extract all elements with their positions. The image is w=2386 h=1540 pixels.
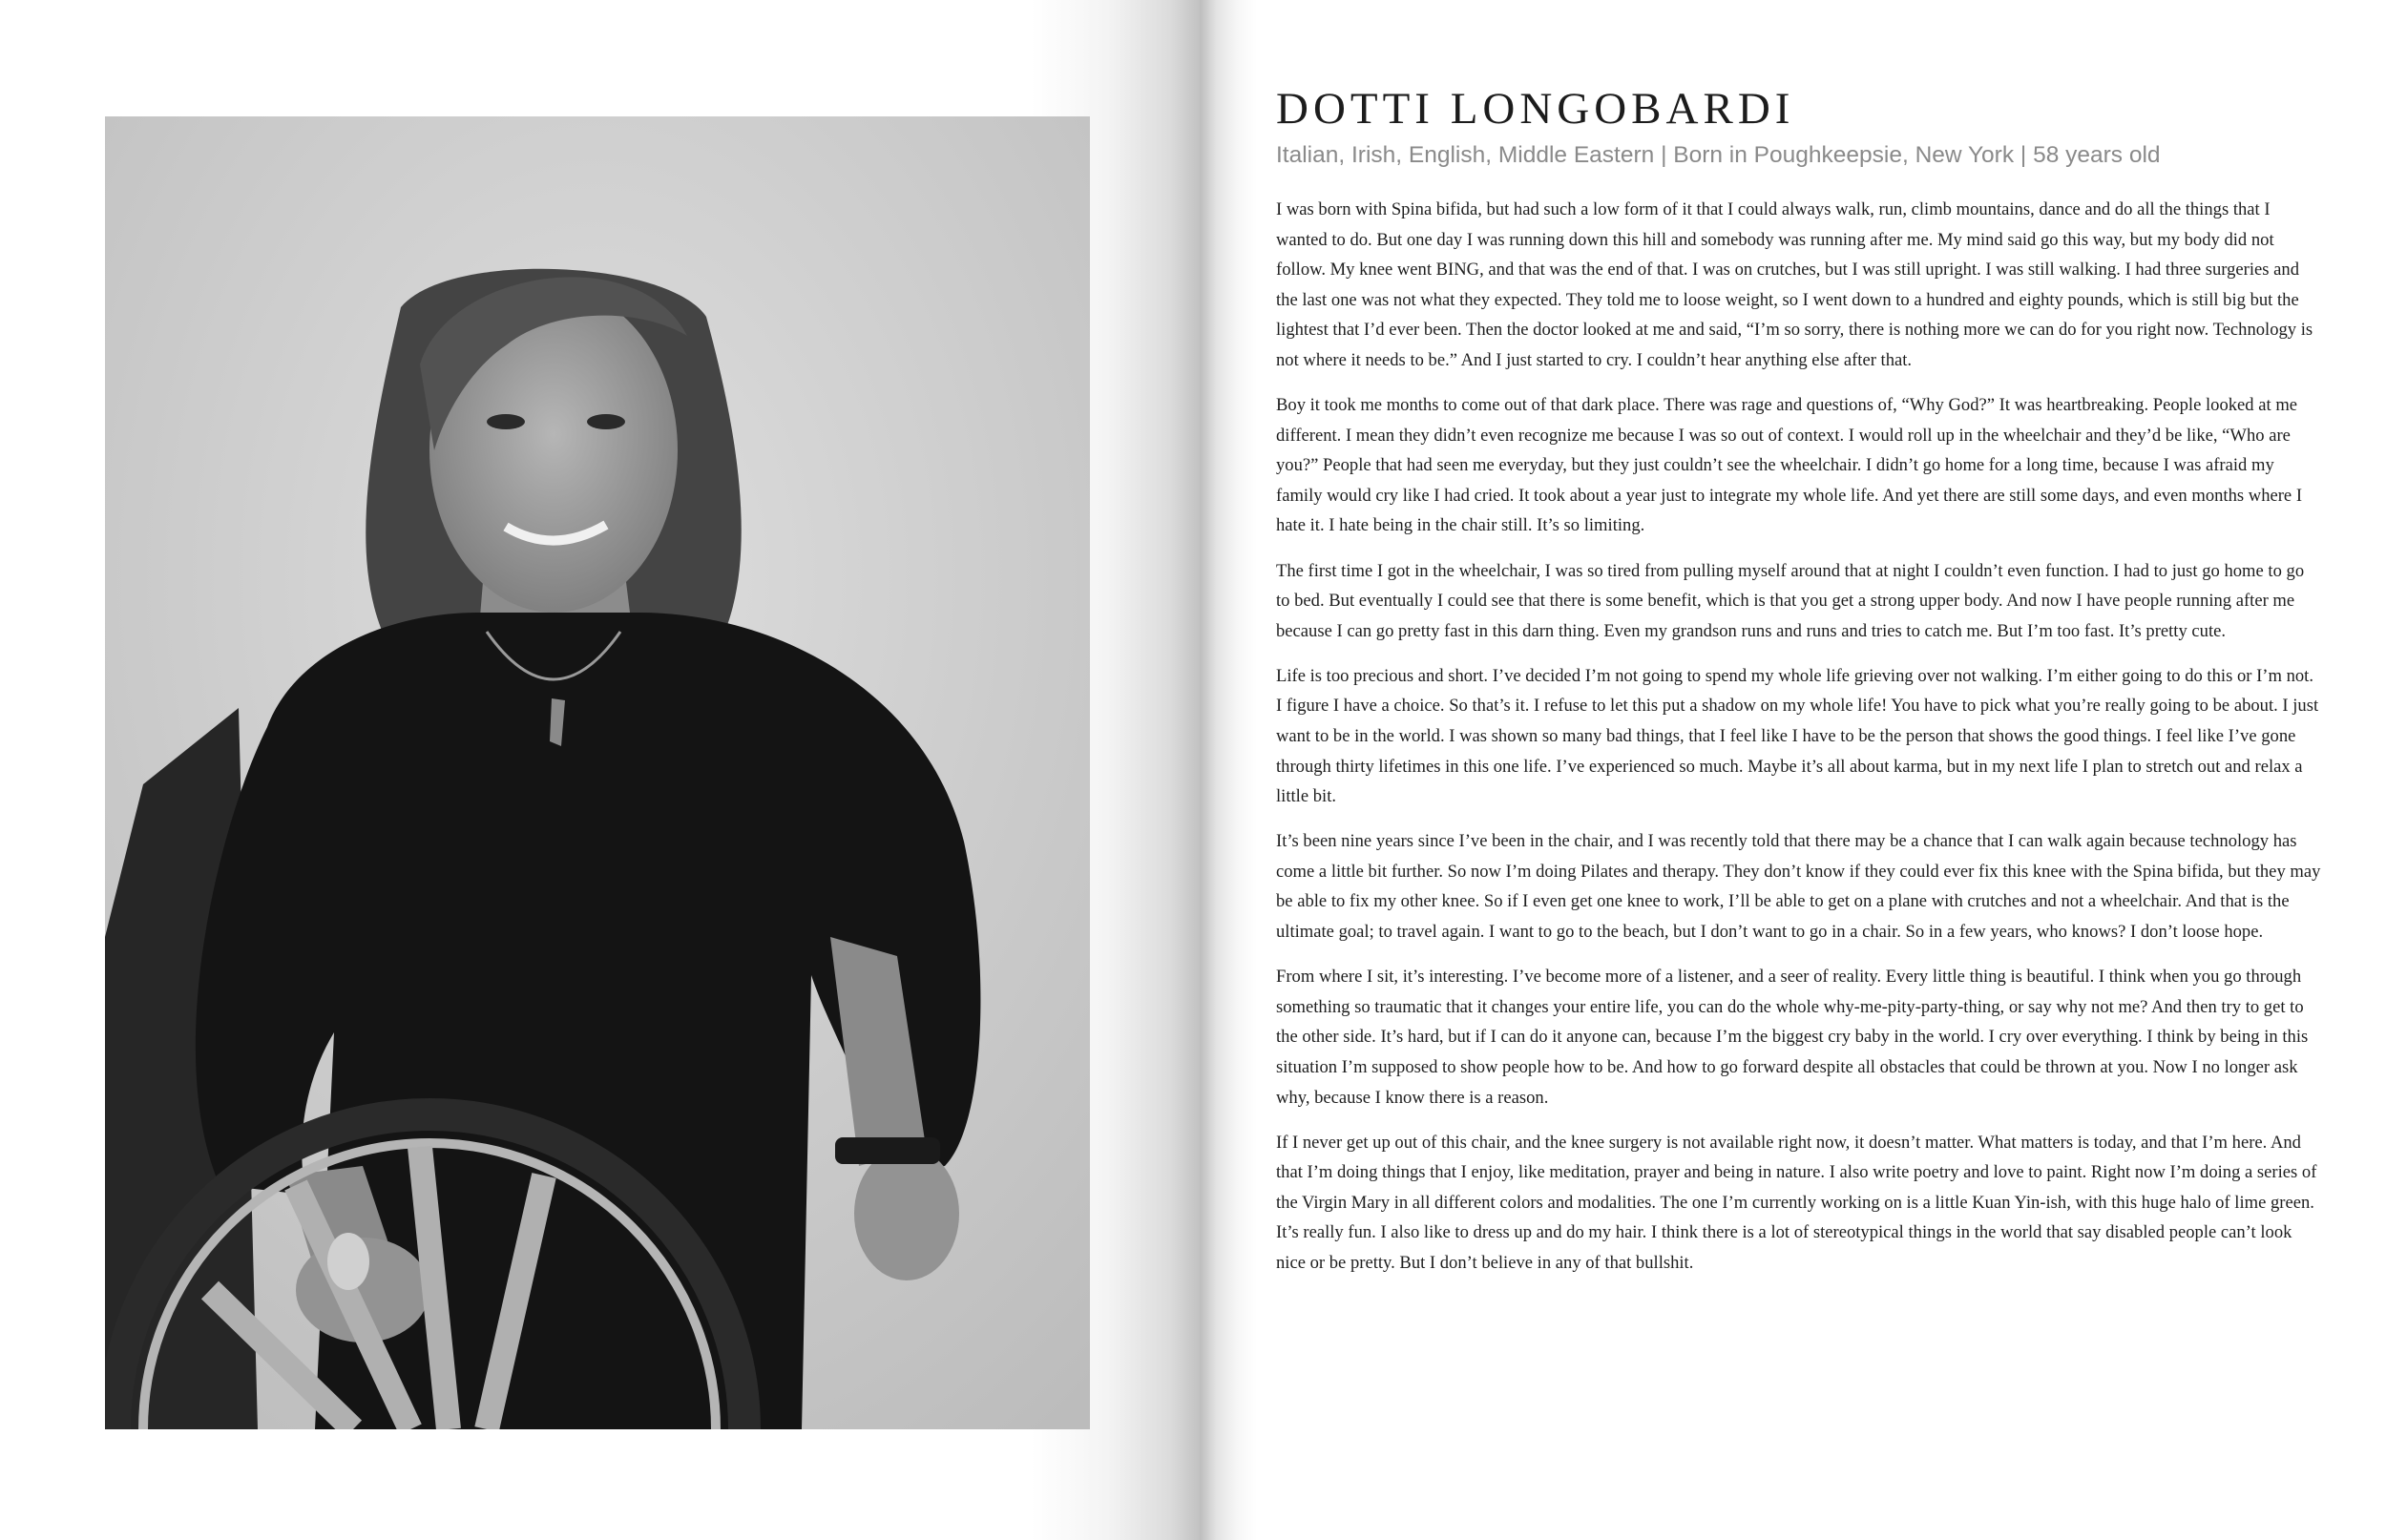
portrait-illustration bbox=[105, 116, 1090, 1429]
story-paragraph: Boy it took me months to come out of that dark place. There was rage and questions of, “Why God?” It was heartbreaking. People looked at me different. I mean they didn’t even recognize me because I was so out of context. I would roll up in the wheelchair and they’d be like, “Who are you?” People that had seen me everyday, but they just couldn’t see the wheelchair. I didn’t go home for a long time, because I was afraid my family would cry like I had cried. It took about a year just to integrate my whole life. And yet there are still some days, and even months where I hate it. I hate being in the chair still. It’s so limiting. bbox=[1276, 395, 2303, 536]
story-text bbox=[1276, 195, 2322, 1293]
profile-header bbox=[1276, 82, 2326, 170]
story-paragraph: It’s been nine years since I’ve been in the chair, and I was recently told that there may be a chance that I can walk again because technology has come a little bit further. So now I’m doing Pilates and therapy. They don’t know if they could ever fix this knee with the Spina bifida, but they may be able to fix my other knee. So if I even get one knee to work, I’ll be able to get on a plane with crutches and not a wheelchair. And that is the ultimate goal; to travel again. I want to go to the beach, but I don’t want to go in a chair. So in a few years, who knows? I don’t loose hope. bbox=[1276, 831, 2321, 943]
story-paragraph: If I never get up out of this chair, and the knee surgery is not available right now, it doesn’t matter. What matters is today, and that I’m here. And that I’m doing things that I enjoy, like meditation, prayer and being in nature. I also write poetry and love to paint. Right now I’m doing a series of the Virgin Mary in all different colors and modalities. The one I’m currently working on is a little Kuan Yin-ish, with this huge halo of lime green. It’s really fun. I also like to dress up and do my hair. I think there is a lot of stereotypical things in the world that say disabled people can’t look nice or be pretty. But I don’t believe in any of that bullshit. bbox=[1276, 1132, 2317, 1273]
person-subtitle: Italian, Irish, English, Middle Eastern | Born in Poughkeepsie, New York | 58 years old bbox=[1276, 142, 2161, 168]
person-name: DOTTI LONGOBARDI bbox=[1276, 84, 1795, 134]
story-paragraph: The first time I got in the wheelchair, I was so tired from pulling myself around that at night I couldn’t even function. I had to just go home to go to bed. But eventually I could see that there is some benefit, which is that you get a strong upper body. And now I have people running after me because I can go pretty fast in this darn thing. Even my grandson runs and runs and tries to catch me. But I’m too fast. It’s pretty cute. bbox=[1276, 560, 2305, 641]
story-paragraph: Life is too precious and short. I’ve decided I’m not going to spend my whole life grieving over not walking. I’m either going to do this or I’m not. I figure I have a choice. So that’s it. I refuse to let this put a shadow on my whole life! You have to pick what you’re really going to be about. I just want to be in the world. I was shown so many bad things, that I feel like I have to be the person that shows the good things. I feel like I’ve gone through thirty lifetimes in this one life. I’ve experienced so much. Maybe it’s all about karma, but in my next life I plan to stretch out and relax a little bit. bbox=[1276, 665, 2319, 807]
story-paragraph: I was born with Spina bifida, but had such a low form of it that I could always walk, run, climb mountains, dance and do all the things that I wanted to do. But one day I was running down this hill and somebody was running after me. My mind said go this way, but my body did not follow. My knee went BING, and that was the end of that. I was on crutches, but I was still upright. I was still walking. I had three surgeries and the last one was not what they expected. They told me to loose weight, so I went down to a hundred and eighty pounds, which is still big but the lightest that I’d ever been. Then the doctor looked at me and said, “I’m so sorry, there is nothing more we can do for you right now. Technology is not where it needs to be.” And I just started to cry. I couldn’t hear anything else after that. bbox=[1276, 199, 2313, 370]
story-paragraph: From where I sit, it’s interesting. I’ve become more of a listener, and a seer of reality. Every little thing is beautiful. I think when you go through something so traumatic that it changes your entire life, you can do the whole why-me-pity-party-thing, or say why not me? And then try to get to the other side. It’s hard, but if I can do it anyone can, because I’m the biggest cry baby in the world. I cry over everything. I think by being in this situation I’m supposed to show people how to be. And how to go forward despite all obstacles that could be thrown at you. Now I no longer ask why, because I know there is a reason. bbox=[1276, 967, 2309, 1108]
right-hand bbox=[854, 1147, 959, 1280]
portrait-photo bbox=[105, 116, 1090, 1429]
